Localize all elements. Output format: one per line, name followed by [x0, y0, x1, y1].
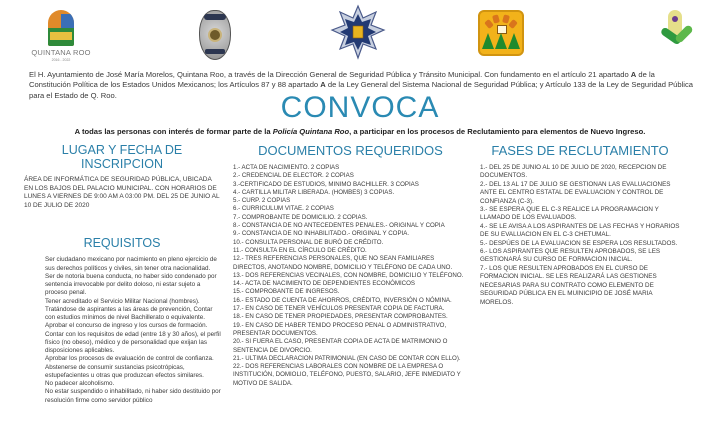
documento-item: 22.- DOS REFERENCIAS LABORALES CON NOMBRE DE LA EMPRESA O INSTITUCIÓN, DOMIOLIO, TELÉFONO, PUESTO, SALARIO, JEFE INMEDIATO Y MOTIVO DE SALIDA. [233, 363, 461, 387]
requisito-item: Tratándose de aspirantes a las áreas de prevención, Contar con estudios mínimos de nivel Bachillerato o equivalente. [45, 305, 213, 322]
subtitle-text-1: A todas las personas con interés de formar parte de la [74, 127, 273, 136]
documento-item: 12.- TRES REFERENCIAS PERSONALES, QUE NO SEAN FAMILIARES DIRECTOS, ANOTANDO NOMBRE, DOMICILIO Y TELÉFONO DE CADA UNO. [233, 255, 453, 271]
inscripcion-heading: LUGAR Y FECHA DE INSCRIPCION [61, 143, 183, 171]
documento-item: 15.- COMPROBANTE DE INGRESOS. [233, 288, 340, 296]
documento-item: 9.- CONSTANCIA DE NO INHABILITADO.- ORIGINAL Y COPIA. [233, 230, 410, 238]
requisito-item: Contar con los requisitos de edad (entre 18 y 30 años), el perfil físico (no obeso), médico y de personalidad que exijan las disposiciones aplicables. [45, 330, 221, 355]
requisito-item: No estar suspendido o inhabilitado, ni haber sido destituido por resolución firme como servidor público [45, 388, 221, 404]
requisito-item: Ser de notoria buena conducta, no haber sido condenado por sentencia irrevocable por delito doloso, ni estar sujeto a proceso penal. [45, 272, 217, 297]
intro-text-3: de la Ley General del Sistema Nacional de Seguridad Pública; y Artículo 133 de la Ley de Seguridad Pública para el Estado de Q. Roo. [29, 80, 694, 100]
documento-item: 3.-CERTIFICADO DE ESTUDIOS, MINIMO BACHILLER. 3 COPIAS [233, 180, 419, 188]
fase-item: 7.- LOS QUE RESULTEN APROBADOS EN EL CURSO DE FORMACION INICIAL. SE LES REALIZARÁ LAS GESTIONES NECESARIAS PARA SU CONTRATO COMO ELEMENTO DE SEGURIDAD PÚBLICA EN EL MUINICIPIO DE JOSÉ MARIA MORELOS. [480, 264, 657, 306]
quintana-roo-logo [30, 8, 92, 66]
fase-item: 1.- DEL 25 DE JUNIO AL 10 DE JULIO DE 2020, RECEPCION DE DOCUMENTOS. [480, 164, 667, 180]
documento-item: 10.- CONSULTA PERSONAL DE BURÓ DE CRÉDITO. [233, 238, 384, 246]
documentos-column [233, 143, 468, 388]
documento-item: 17.- EN CASO DE TENER VEHÍCULOS PRESENTAR COPIA DE FACTURA. [233, 305, 445, 313]
page-title: CONVOCA [280, 91, 440, 124]
requisito-item: Aprobar los procesos de evaluación de control de confianza. [45, 355, 214, 363]
corn-emblem-icon [650, 6, 700, 62]
intro-bold-1: A [630, 70, 637, 79]
documento-item: 21.- ULTIMA DECLARACION PATRIMONIAL (EN CASO DE CONTAR CON ELLO). [233, 354, 461, 362]
documento-item: 18.- EN CASO DE TENER PROPIEDADES, PRESENTAR COMPROBANTES. [233, 313, 448, 321]
intro-text-2: de la Constitución Política de los Estados Unidos Mexicanos; los Artículos 87 y 88 apartado [29, 70, 655, 90]
requisitos-list [45, 256, 223, 405]
requisito-item: Abstenerse de consumir sustancias psicotrópicas, estupefacientes u otras que produzcan efectos similares. [45, 363, 204, 379]
documento-item: 14.- ACTA DE NACIMIENTO DE DEPENDIENTES ECONÓMICOS [233, 280, 415, 288]
documento-item: 11.- CONSULTA EN EL CÍRCULO DE CRÉDITO. [233, 246, 367, 254]
subtitle-italic: Policía Quintana Roo [272, 127, 350, 136]
requisito-item: No padecer alcoholismo. [45, 380, 115, 388]
requisitos-heading: REQUISITOS [83, 236, 161, 251]
documento-item: 16.- ESTADO DE CUENTA DE AHORROS, CRÉDITO, INVERSIÓN O NÓMINA. [233, 296, 452, 304]
documento-item: 1.- ACTA DE NACIMIENTO. 2 COPIAS [233, 164, 340, 171]
documento-item: 7.- COMPROBANTE DE DOMICILIO. 2 COPIAS. [233, 213, 368, 221]
police-badge-icon [199, 10, 231, 60]
logo-strip [0, 0, 720, 66]
municipal-emblem-icon [478, 10, 524, 56]
documento-item: 4.- CARTILLA MILITAR LIBERADA. (HOMBES) 3 COPIAS. [233, 188, 395, 196]
documento-item: 20.- SI FUERA EL CASO, PRESENTAR COPIA DE ACTA DE MATRIMONIO O SENTENCIA DE DIVORCIO. [233, 338, 448, 354]
documento-item: 19.- EN CASO DE HABER TENIDO PROCESO PENAL O ADMINISTRATIVO, PRESENTAR DOCUMENTOS. [233, 321, 447, 337]
documento-item: 6.- CURRICULUM VITAE. 2 COPIAS [233, 205, 334, 213]
inscripcion-text: ÁREA DE INFORMÁTICA DE SEGURIDAD PÚBLICA, UBICADA EN LOS BAJOS DEL PALACIO MUNICIPAL. CON HORARIOS DE LUNES A VIERNES DE 9:00 AM A 03:00 PM. DEL 25 DE JUNIO AL 10 DE JULIO DE 2020 [24, 176, 220, 209]
requisito-item: Ser ciudadano mexicano por nacimiento en pleno ejercicio de sus derechos políticos y civiles, sin tener otra nacionalidad. [45, 256, 217, 272]
documentos-list [233, 164, 468, 388]
police-star-icon [330, 4, 386, 60]
documentos-heading: DOCUMENTOS REQUERIDOS [258, 143, 443, 158]
inscripcion-column [22, 143, 222, 405]
fase-item: 4.- SE LE AVISA A LOS ASPIRANTES DE LAS FECHAS Y HORARIOS DE SU EVALUACION EN EL C-3 CHETUMAL. [480, 222, 680, 239]
requisito-item: Aprobar el concurso de ingreso y los cursos de formación. [45, 322, 208, 330]
documento-item: 8.- CONSTANCIA DE NO ANTECEDENTES PENALES.- ORIGINAL Y COPIA [233, 222, 445, 230]
documento-item: 2.- CREDENCIAL DE ELECTOR. 2 COPIAS [233, 172, 354, 180]
fase-item: 5.- DESPÚES DE LA EVALUACION SE ESPERA LOS RESULTADOS. [480, 239, 678, 247]
requisito-item: Tener acreditado el Servicio Militar Nacional (hombres). [45, 297, 200, 305]
documento-item: 13.- DOS REFERENCIAS VECINALES, CON NOMBRE, DOMICILIO Y TELÉFONO. [233, 271, 464, 279]
fases-heading: FASES DE RECLUTAMIENTO [491, 143, 669, 158]
subtitle-text-2: , a participar en los procesos de Reclutamiento para elementos de Nuevo Ingreso. [349, 127, 646, 136]
fase-item: 6.- LOS ASPIRANTES QUE RESULTEN APROBADOS, SE LES GESTIONARÁ SU CURSO DE FORMACION INICIAL. [480, 248, 661, 264]
fases-list [480, 164, 680, 307]
quintana-roo-logo-years: 2016 - 2022 [51, 58, 71, 62]
subtitle [0, 127, 720, 136]
quintana-roo-shield-icon [48, 10, 74, 46]
fases-column [480, 143, 680, 307]
fase-item: 2.- DEL 13 AL 17 DE JULIO SE GESTIONAN LAS EVALUACIONES ANTE EL CENTRO ESTATAL DE EVALUACION Y CONTROL DE CONFIANZA (C-3). [480, 180, 671, 205]
intro-text-1: El H. Ayuntamiento de José María Morelos, Quintana Roo, a través de la Dirección General de Seguridad Pública y Tránsito Municipal. Con fundamento en el artículo 21 apartado [29, 70, 631, 79]
documento-item: 5.- CURP. 2 COPIAS [233, 197, 291, 205]
quintana-roo-logo-name: QUINTANA ROO [31, 48, 91, 57]
fase-item: 3.- SE ESPERA QUE EL C-3 REALICE LA PROGRAMACION Y LLAMADO DE LOS EVALUADOS. [480, 206, 659, 222]
intro-bold-2: A [320, 80, 326, 90]
